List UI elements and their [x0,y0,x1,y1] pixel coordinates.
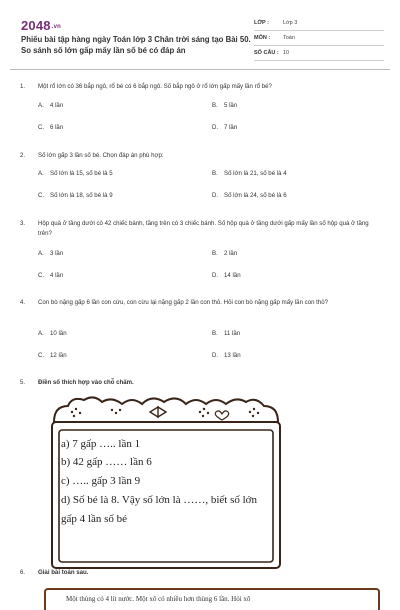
meta-label: SỐ CÂU : [254,50,279,56]
meta-value: 10 [283,50,290,56]
option-text: Số lớn là 24, số bé là 6 [224,192,287,199]
meta-value: Toán [283,35,295,41]
meta-row-count [254,46,384,61]
option-letter: D. [212,352,219,359]
question-number: 2. [20,152,26,159]
meta-row-class [254,16,384,31]
question-number: 4. [20,299,26,306]
option-text: 4 lần [50,102,64,109]
header-divider [10,69,390,70]
question-number: 3. [20,220,26,227]
meta-row-subject [254,31,384,46]
option-letter: C. [38,352,45,359]
option-text: 12 lần [50,352,67,359]
question-number: 6. [20,569,26,576]
question-stem: Con bò nặng gấp 6 lần con cừu, con cừu lại nặng gấp 2 lần con thỏ. Hỏi con bò nặng gấp mấy lần con thỏ? [38,299,329,306]
option-text: 14 lần [224,272,241,279]
option-letter: D. [212,272,219,279]
fill-in-item: b) 42 gấp …… lần 6 [61,456,152,468]
question-number: 1. [20,83,26,90]
option-text: 11 lần [224,330,241,337]
option-text: 6 lần [50,124,64,131]
option-text: 13 lần [224,352,241,359]
option-text: 7 lần [224,124,238,131]
meta-value: Lớp 3 [283,20,298,26]
option-letter: A. [38,330,44,337]
option-text: Số lớn là 18, số bé là 9 [50,192,113,199]
option-text: 2 lần [224,250,238,257]
option-letter: A. [38,102,44,109]
option-text: Số lớn là 15, số bé là 5 [50,170,113,177]
scallop-decoration [54,397,278,422]
fill-in-item: gấp 4 lần số bé [61,513,127,525]
fill-in-item: d) Số bé là 8. Vậy số lớn là ……, biết số lớn [61,494,257,506]
logo-text: 2048 [21,18,51,33]
question-stem: Hộp quà ở tầng dưới có 42 chiếc bánh, tầng trên có 3 chiếc bánh. Số hộp quà ở tầng dưới gấp mấy lần số hộp quà ở tầng trên? [38,220,369,237]
question-stem: Một rổ lớn có 36 bắp ngô, rổ bé có 6 bắp ngô. Số bắp ngô ở rổ lớn gấp mấy lần rổ bé? [38,83,272,90]
option-text: 3 lần [50,250,64,257]
question-number: 5. [20,379,26,386]
option-text: 5 lần [224,102,238,109]
option-letter: A. [38,250,44,257]
worksheet-title: Phiếu bài tập hàng ngày Toán lớp 3 Chân trời sáng tạo Bài 50. So sánh số lớn gấp mấy lần số bé có đáp án [21,35,251,55]
option-letter: C. [38,124,45,131]
meta-label: LỚP : [254,20,269,26]
option-letter: B. [212,170,218,177]
worksheet-header [18,14,384,60]
option-letter: B. [212,250,218,257]
question-stem: Số lớn gấp 3 lần số bé. Chọn đáp án phù hợp: [38,152,164,159]
option-letter: A. [38,170,44,177]
worksheet-meta [254,16,384,61]
option-letter: B. [212,330,218,337]
option-letter: B. [212,102,218,109]
option-letter: D. [212,192,219,199]
option-text: 10 lần [50,330,67,337]
question-stem: Điền số thích hợp vào chỗ chấm. [38,379,134,386]
option-text: Số lớn là 21, số bé là 4 [224,170,287,177]
option-text: 4 lần [50,272,64,279]
fill-in-item: a) 7 gấp ….. lần 1 [61,438,141,450]
option-letter: C. [38,192,45,199]
logo-suffix: .vn [51,23,62,30]
fill-in-item: c) ….. gấp 3 lần 9 [61,475,141,487]
problem-6-box [44,588,380,610]
site-logo[interactable] [21,18,61,33]
option-letter: C. [38,272,45,279]
option-letter: D. [212,124,219,131]
question-stem: Giải bài toán sau. [38,569,89,576]
problem-6-text: Một thùng có 4 lít nước. Một xô có nhiều hơn thùng 6 lần. Hỏi xô [66,595,251,603]
meta-label: MÔN : [254,35,271,41]
